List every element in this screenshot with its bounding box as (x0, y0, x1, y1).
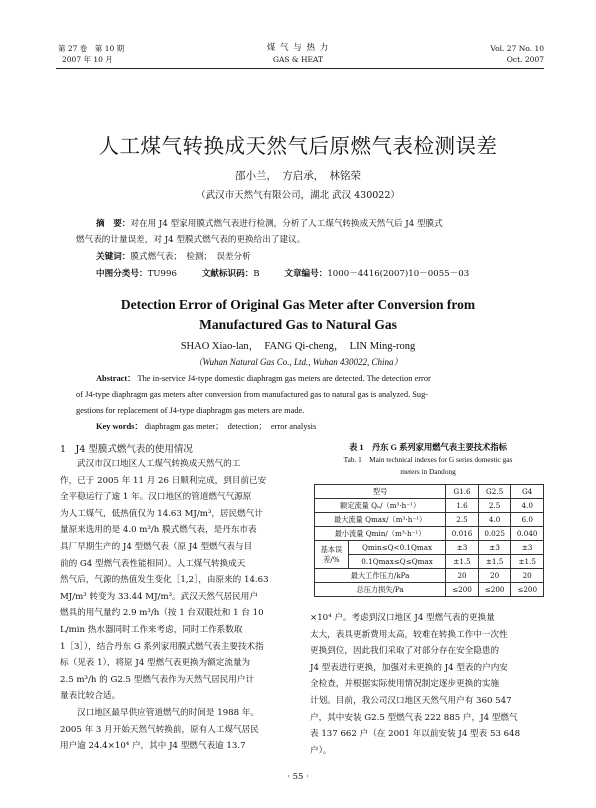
table-cell: ±1.5 (446, 555, 479, 569)
paper-title-en-2: Manufactured Gas to Natural Gas (199, 317, 397, 332)
error-label-cell (315, 541, 349, 569)
table-1 (314, 484, 544, 597)
abstract-label-cn: 摘 要： (96, 218, 131, 228)
left-column (60, 456, 300, 755)
table-row (315, 527, 544, 541)
keywords-label-en: Key words： (96, 422, 143, 431)
left-column-line: 为人工煤气，低热值仅为 14.63 MJ/m³，居民燃气计 (60, 508, 263, 519)
table-cell: 2.5 (446, 513, 479, 527)
header-right (490, 43, 544, 65)
table-cell: ±3 (446, 541, 479, 555)
table-cell: 最大工作压力/kPa (315, 569, 446, 583)
right-column-line: J4 型表进行更换，加强对未更换的 J4 型表的户内安 (310, 662, 508, 673)
affiliation-en: （Wuhan Natural Gas Co., Ltd., Wuhan 430022, China） (193, 357, 403, 367)
table-cell: ±3 (511, 541, 544, 555)
volume-issue-en: Vol. 27 No. 10 (490, 44, 544, 53)
keywords-cn: 膜式燃气表； 检测； 误差分析 (130, 252, 251, 262)
right-column-line: 全检查，并根据实际使用情况制定逐步更换的实施 (310, 679, 500, 690)
doc-code-label: 文献标识码： (201, 268, 254, 278)
table-cell: 1.6 (446, 499, 479, 513)
table-cell: 0.025 (478, 527, 511, 541)
table-row (315, 499, 544, 513)
table-cell: ±1.5 (478, 555, 511, 569)
abstract-en (76, 371, 546, 435)
doc-code-value: B (253, 269, 260, 279)
table-row (315, 569, 544, 583)
table-cell: 4.0 (478, 513, 511, 527)
keywords-en: diaphragm gas meter； detection； error analysis (144, 422, 317, 431)
left-column-line: MJ/m³ 转变为 33.44 MJ/m³。武汉天然气居民用户 (60, 591, 258, 602)
abstract-text-en-2: of J4-type diaphragm gas meters after conversion from manufactured gas to natural gas is analyzed. Sug- (76, 390, 429, 399)
table-cell: 0.1Qmax≤Q≤Qmax (348, 555, 445, 569)
right-column-line: 更换到位，因此我们采取了对部分存在安全隐患的 (310, 646, 500, 657)
journal-name-en: GAS & HEAT (272, 55, 323, 64)
right-column-line: 太大，表具更新费用太高，较难在转换工作中一次性 (310, 629, 508, 640)
left-column-line: 具厂早期生产的 J4 型燃气表（原 J4 型燃气表与目 (60, 541, 253, 552)
table-cell: 2.5 (478, 499, 511, 513)
table-cell: 总压力损失/Pa (315, 583, 446, 597)
page-number: · 55 · (287, 772, 309, 782)
table-cell: Qmin≤Q<0.1Qmax (348, 541, 445, 555)
table-cell: 额定流量 Qₙ/（m³·h⁻¹） (315, 499, 446, 513)
left-column-line: 作，已于 2005 年 11 月 26 日顺利完成，到目前已安 (60, 475, 267, 486)
volume-issue-cn: 第 27 卷 第 10 期 (58, 44, 125, 53)
left-column-line: 然气后，气源的热值发生变化［1,2］，由原来的 14.63 (60, 575, 269, 586)
left-column-line: 全平稳运行了逾 1 年。汉口地区的管道燃气气源原 (60, 492, 252, 503)
left-column-line: 燃具的用气量约 2.9 m³/h（按 1 台双眼灶和 1 台 10 (60, 608, 264, 619)
table-cell: 0.040 (511, 527, 544, 541)
header-rule (56, 68, 544, 69)
affiliation-cn: （武汉市天然气有限公司，湖北 武汉 430022） (196, 190, 400, 201)
table-cell: ≤200 (446, 583, 479, 597)
table-caption-en-2: meters in Dandong (400, 467, 456, 476)
table-cell: 20 (511, 569, 544, 583)
right-column (310, 610, 546, 759)
right-column-line: 户）。 (310, 745, 332, 756)
clc-label: 中图分类号： (96, 268, 148, 278)
table-caption-cn: 表 1 丹东 G 系列家用燃气表主要技术指标 (349, 443, 507, 452)
keywords-label-cn: 关键词： (96, 251, 131, 261)
left-column-line: 2.5 m³/h 的 G2.5 型燃气表作为天然气居民用户计 (60, 674, 255, 685)
right-column-line: ×10⁴ 户。考虑到汉口地区 J4 型燃气表的更换量 (310, 613, 495, 623)
left-column-line: 2005 年 3 月开始天然气转换前，原有人工煤气居民 (60, 724, 259, 735)
left-column-line: 量表比较合适。 (60, 691, 121, 702)
table-cell: 20 (478, 569, 511, 583)
table-row (315, 541, 544, 555)
table-cell: G1.6 (446, 485, 479, 499)
journal-name-cn: 煤 气 与 热 力 (266, 43, 330, 53)
table-cell: 型号 (315, 485, 446, 499)
abstract-cn (76, 215, 546, 282)
article-no-label: 文章编号： (284, 268, 328, 278)
table-cell: G4 (511, 485, 544, 499)
table-cell: 20 (446, 569, 479, 583)
clc-value: TU996 (147, 269, 177, 279)
left-column-line: 汉口地区最早供应管道燃气的时间是 1988 年。 (77, 707, 260, 718)
article-no-value: 1000－4416(2007)10－0055－03 (327, 269, 470, 279)
left-column-line: 量原来选用的是 4.0 m³/h 膜式燃气表，是丹东市表 (60, 525, 257, 536)
left-column-line: 武汉市汉口地区人工煤气转换成天然气的工 (77, 459, 241, 469)
left-column-line: L/min 热水器同时工作来考虑，同时工作系数取 (60, 624, 243, 635)
left-column-line: 用户逾 24.4×10⁴ 户，其中 J4 型燃气表逾 13.7 (60, 741, 246, 752)
left-column-line: 标（见表 1），将原 J4 型燃气表更换为额定流量为 (60, 658, 251, 669)
table-row (315, 513, 544, 527)
table-1-caption (310, 441, 546, 478)
date-en: Oct. 2007 (506, 55, 544, 64)
authors-en: SHAO Xiao-lan， FANG Qi-cheng， LIN Ming-rong (180, 341, 416, 352)
right-column-line: 表 137 662 户（在 2001 年以前安装 J4 型表 53 648 (310, 729, 521, 740)
section-1-heading: 1 J4 型膜式燃气表的使用情况 (60, 444, 193, 455)
table-cell: 最小流量 Qmin/（m³·h⁻¹） (315, 527, 446, 541)
table-row (315, 485, 544, 499)
abstract-label-en: Abstract： (96, 374, 136, 383)
table-row (315, 583, 544, 597)
paper-title-en-1: Detection Error of Original Gas Meter after Conversion from (120, 297, 476, 312)
left-column-para1 (60, 456, 300, 705)
paper-title-cn: 人工煤气转换成天然气后原燃气表检测误差 (98, 134, 498, 158)
left-column-para2 (60, 705, 300, 755)
error-label-line: 差/% (323, 554, 340, 564)
table-caption-en-1: Tab. 1 Main technical indexes for G series domestic gas (343, 455, 513, 464)
table-cell: ≤200 (511, 583, 544, 597)
table-cell: 最大流量 Qmax/（m³·h⁻¹） (315, 513, 446, 527)
error-label-line: 基本误 (320, 544, 343, 554)
right-column-line: 户，其中安装 G2.5 型燃气表 222 885 户，J4 型燃气 (310, 712, 518, 723)
table-cell: 0.016 (446, 527, 479, 541)
table-cell: 4.0 (511, 499, 544, 513)
abstract-text-en-1: The in-service J4-type domestic diaphragm gas meters are detected. The detection error (137, 374, 431, 383)
abstract-text-cn-2: 燃气表的计量误差，对 J4 型膜式燃气表的更换给出了建议。 (76, 235, 306, 245)
abstract-text-en-3: gestions for replacement of J4-type diaphragm gas meters are made. (76, 406, 305, 415)
right-column-line: 计划。目前，我公司汉口地区天然气用户有 360 547 (310, 695, 512, 706)
left-column-line: 前的 G4 型燃气表性能相同）。人工煤气转换成天 (60, 558, 246, 569)
table-cell: 6.0 (511, 513, 544, 527)
authors-cn: 邵小兰， 方启承， 林铭荣 (235, 170, 361, 182)
table-row (315, 555, 544, 569)
table-cell: ≤200 (478, 583, 511, 597)
table-cell: G2.5 (478, 485, 511, 499)
left-column-line: 1［3］），结合丹东 G 系列家用膜式燃气表主要技术指 (60, 641, 264, 652)
abstract-text-cn-1: 对在用 J4 型家用膜式燃气表进行检测，分析了人工煤气转换成天然气后 J4 型膜式 (130, 219, 443, 229)
table-cell: ±1.5 (511, 555, 544, 569)
date-cn: 2007 年 10 月 (62, 55, 113, 64)
table-cell: ±3 (478, 541, 511, 555)
